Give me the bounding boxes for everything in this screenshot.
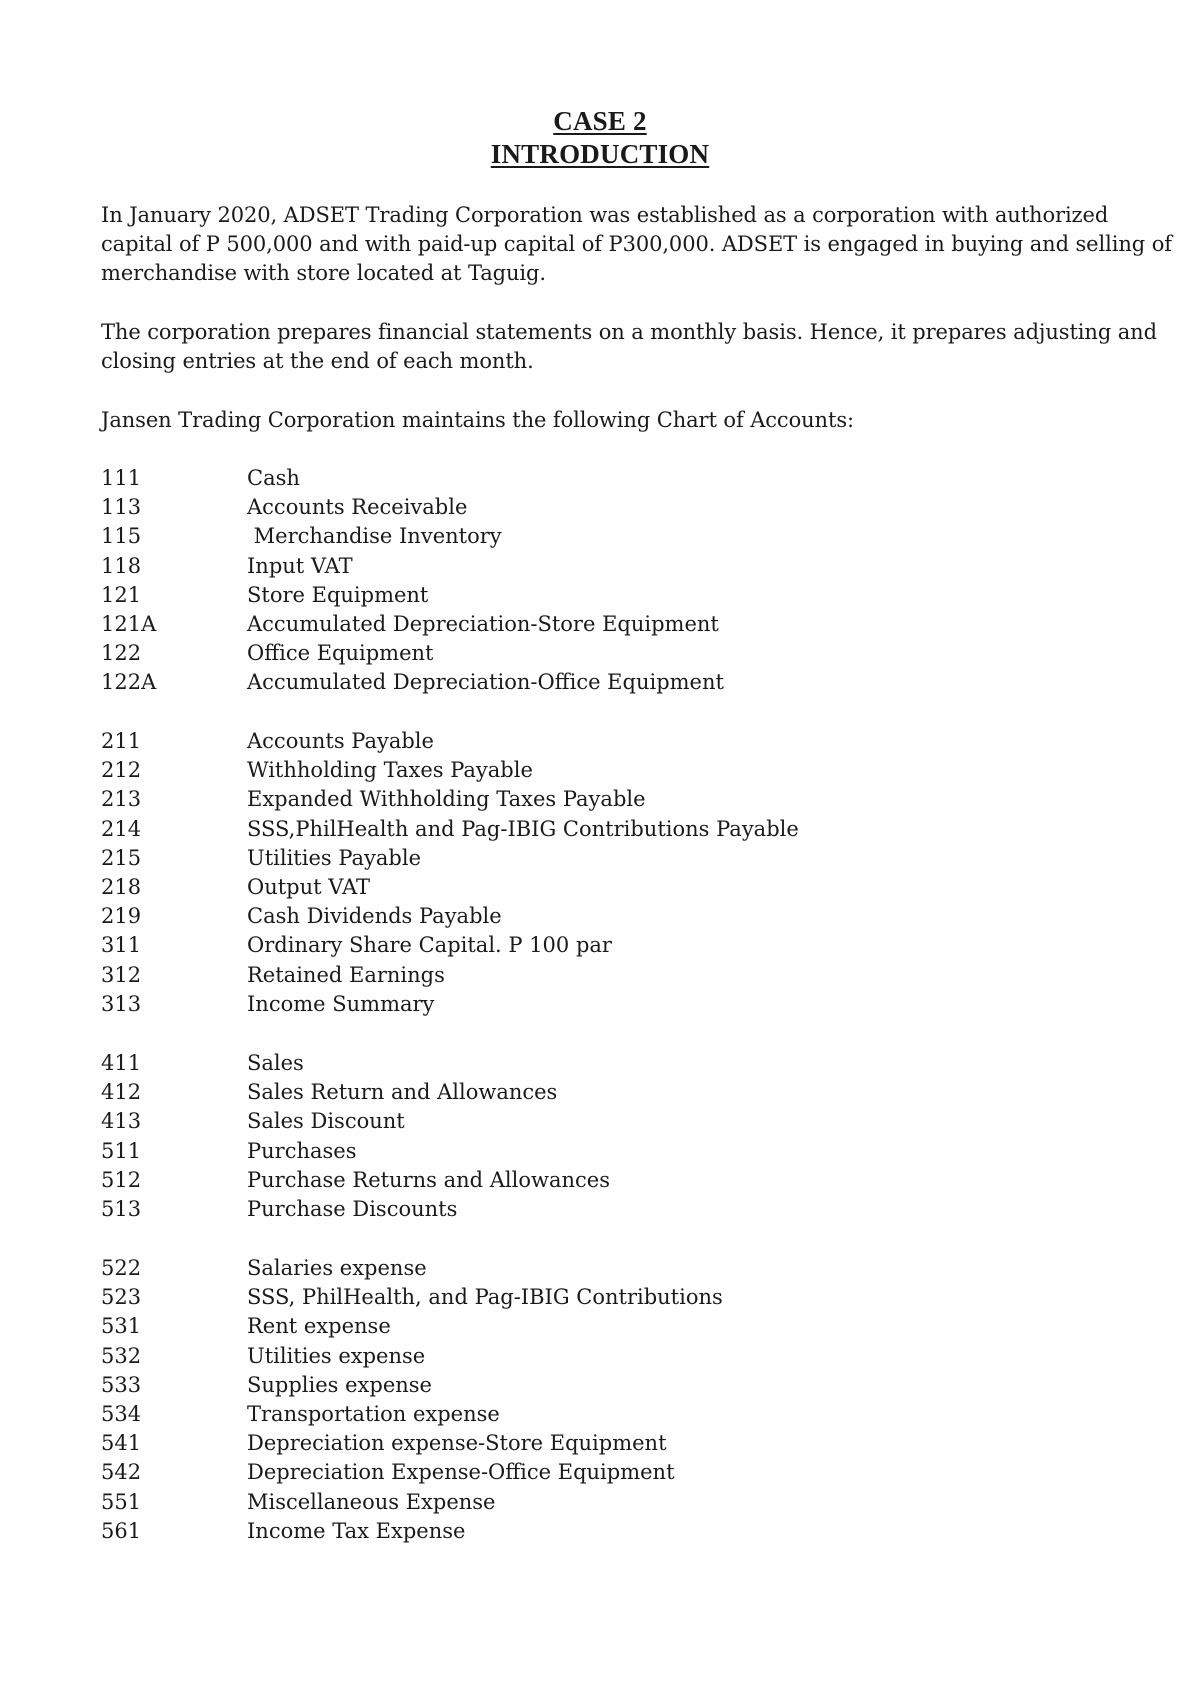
account-name: SSS,PhilHealth and Pag-IBIG Contributions Payable (247, 816, 799, 841)
account-row (101, 1195, 1001, 1224)
account-name: Depreciation Expense-Office Equipment (247, 1460, 675, 1485)
account-row (101, 639, 1001, 668)
account-code: 523 (101, 1285, 142, 1310)
account-code: 532 (101, 1343, 142, 1368)
account-code: 218 (101, 874, 142, 899)
account-code: 122A (101, 670, 157, 695)
account-code: 118 (101, 553, 142, 578)
account-name: Accumulated Depreciation-Office Equipment (247, 670, 724, 695)
account-row (101, 552, 1001, 581)
account-code: 219 (101, 904, 142, 929)
account-row (101, 990, 1001, 1019)
account-code: 541 (101, 1431, 142, 1456)
account-name: Purchase Discounts (247, 1196, 458, 1221)
account-code: 542 (101, 1460, 142, 1485)
account-code: 121 (101, 582, 142, 607)
account-name: Merchandise Inventory (247, 524, 502, 549)
account-name: Purchases (247, 1138, 357, 1163)
account-name: Salaries expense (247, 1256, 427, 1280)
account-row (101, 1312, 1001, 1341)
account-code: 113 (101, 495, 142, 520)
chart-of-accounts-intro: Jansen Trading Corporation maintains the following Chart of Accounts: (101, 408, 854, 432)
account-row (101, 756, 1001, 785)
account-code: 213 (101, 787, 142, 812)
revenue-purchases-account-list (101, 1049, 1001, 1224)
account-code: 411 (101, 1051, 142, 1075)
account-name: Retained Earnings (247, 962, 445, 987)
account-name: Ordinary Share Capital. P 100 par (247, 933, 612, 958)
account-row (101, 522, 1001, 551)
account-code: 214 (101, 816, 142, 841)
account-row (101, 815, 1001, 844)
account-code: 513 (101, 1196, 142, 1221)
account-row (101, 1429, 1001, 1458)
financial-statements-paragraph: The corporation prepares financial statements on a monthly basis. Hence, it prepares adjusting and closing entries at the end of each month. (101, 320, 1157, 373)
account-row (101, 961, 1001, 990)
account-row (101, 1488, 1001, 1517)
account-row (101, 610, 1001, 639)
account-code: 122 (101, 641, 142, 666)
account-code: 111 (101, 466, 142, 490)
account-code: 115 (101, 524, 142, 549)
account-row (101, 1458, 1001, 1487)
account-code: 311 (101, 933, 142, 958)
account-row (101, 1078, 1001, 1107)
account-row (101, 785, 1001, 814)
account-name: Miscellaneous Expense (247, 1489, 496, 1514)
account-name: Cash Dividends Payable (247, 904, 502, 929)
account-code: 522 (101, 1256, 142, 1280)
expenses-account-list (101, 1254, 1001, 1546)
account-row (101, 1254, 1001, 1283)
account-code: 412 (101, 1080, 142, 1105)
account-row (101, 581, 1001, 610)
account-row (101, 1283, 1001, 1312)
account-name: Sales Discount (247, 1109, 405, 1134)
account-name: Purchase Returns and Allowances (247, 1167, 610, 1192)
account-code: 215 (101, 845, 142, 870)
account-code: 212 (101, 758, 142, 783)
account-row (101, 493, 1001, 522)
account-name: Sales Return and Allowances (247, 1080, 558, 1105)
assets-account-list (101, 464, 1001, 698)
account-row (101, 1049, 1001, 1078)
case-title: CASE 2 (553, 106, 647, 136)
account-name: Utilities Payable (247, 845, 421, 870)
account-name: Supplies expense (247, 1372, 432, 1397)
account-name: Sales (247, 1051, 304, 1075)
account-row (101, 931, 1001, 960)
account-row (101, 1400, 1001, 1429)
account-name: Cash (247, 466, 300, 490)
account-row (101, 1137, 1001, 1166)
account-code: 121A (101, 611, 157, 636)
account-row (101, 844, 1001, 873)
account-name: Depreciation expense-Store Equipment (247, 1431, 667, 1456)
account-row (101, 902, 1001, 931)
account-code: 551 (101, 1489, 142, 1514)
account-name: Income Tax Expense (247, 1518, 466, 1543)
account-name: Rent expense (247, 1314, 391, 1339)
account-code: 312 (101, 962, 142, 987)
account-name: Accounts Receivable (247, 495, 468, 520)
account-row (101, 1342, 1001, 1371)
account-name: Transportation expense (247, 1401, 500, 1426)
section-title: INTRODUCTION (490, 139, 710, 169)
account-name: Store Equipment (247, 582, 429, 607)
account-name: Office Equipment (247, 641, 434, 666)
liabilities-equity-account-list (101, 727, 1001, 1019)
account-row (101, 727, 1001, 756)
account-name: Utilities expense (247, 1343, 426, 1368)
account-row (101, 873, 1001, 902)
account-row (101, 1166, 1001, 1195)
account-code: 534 (101, 1401, 142, 1426)
account-name: Income Summary (247, 991, 435, 1016)
account-code: 511 (101, 1138, 142, 1163)
account-code: 531 (101, 1314, 142, 1339)
account-code: 413 (101, 1109, 142, 1134)
account-row (101, 1371, 1001, 1400)
intro-paragraph: In January 2020, ADSET Trading Corporation was established as a corporation with authorized capital of P 500,000 and with paid-up capital of P300,000. ADSET is engaged in buying and selling of merchandise with store located at Taguig. (101, 203, 1172, 285)
account-code: 561 (101, 1518, 142, 1543)
account-code: 533 (101, 1372, 142, 1397)
account-code: 512 (101, 1167, 142, 1192)
account-code: 313 (101, 991, 142, 1016)
account-row (101, 1517, 1001, 1546)
account-row (101, 1107, 1001, 1136)
account-name: Input VAT (247, 553, 353, 578)
account-name: SSS, PhilHealth, and Pag-IBIG Contributions (247, 1285, 723, 1310)
account-name: Output VAT (247, 874, 371, 899)
account-name: Accounts Payable (247, 729, 434, 753)
account-name: Withholding Taxes Payable (247, 758, 533, 783)
account-name: Expanded Withholding Taxes Payable (247, 787, 646, 812)
account-code: 211 (101, 729, 142, 753)
account-row (101, 668, 1001, 697)
account-row (101, 464, 1001, 493)
account-name: Accumulated Depreciation-Store Equipment (247, 611, 719, 636)
